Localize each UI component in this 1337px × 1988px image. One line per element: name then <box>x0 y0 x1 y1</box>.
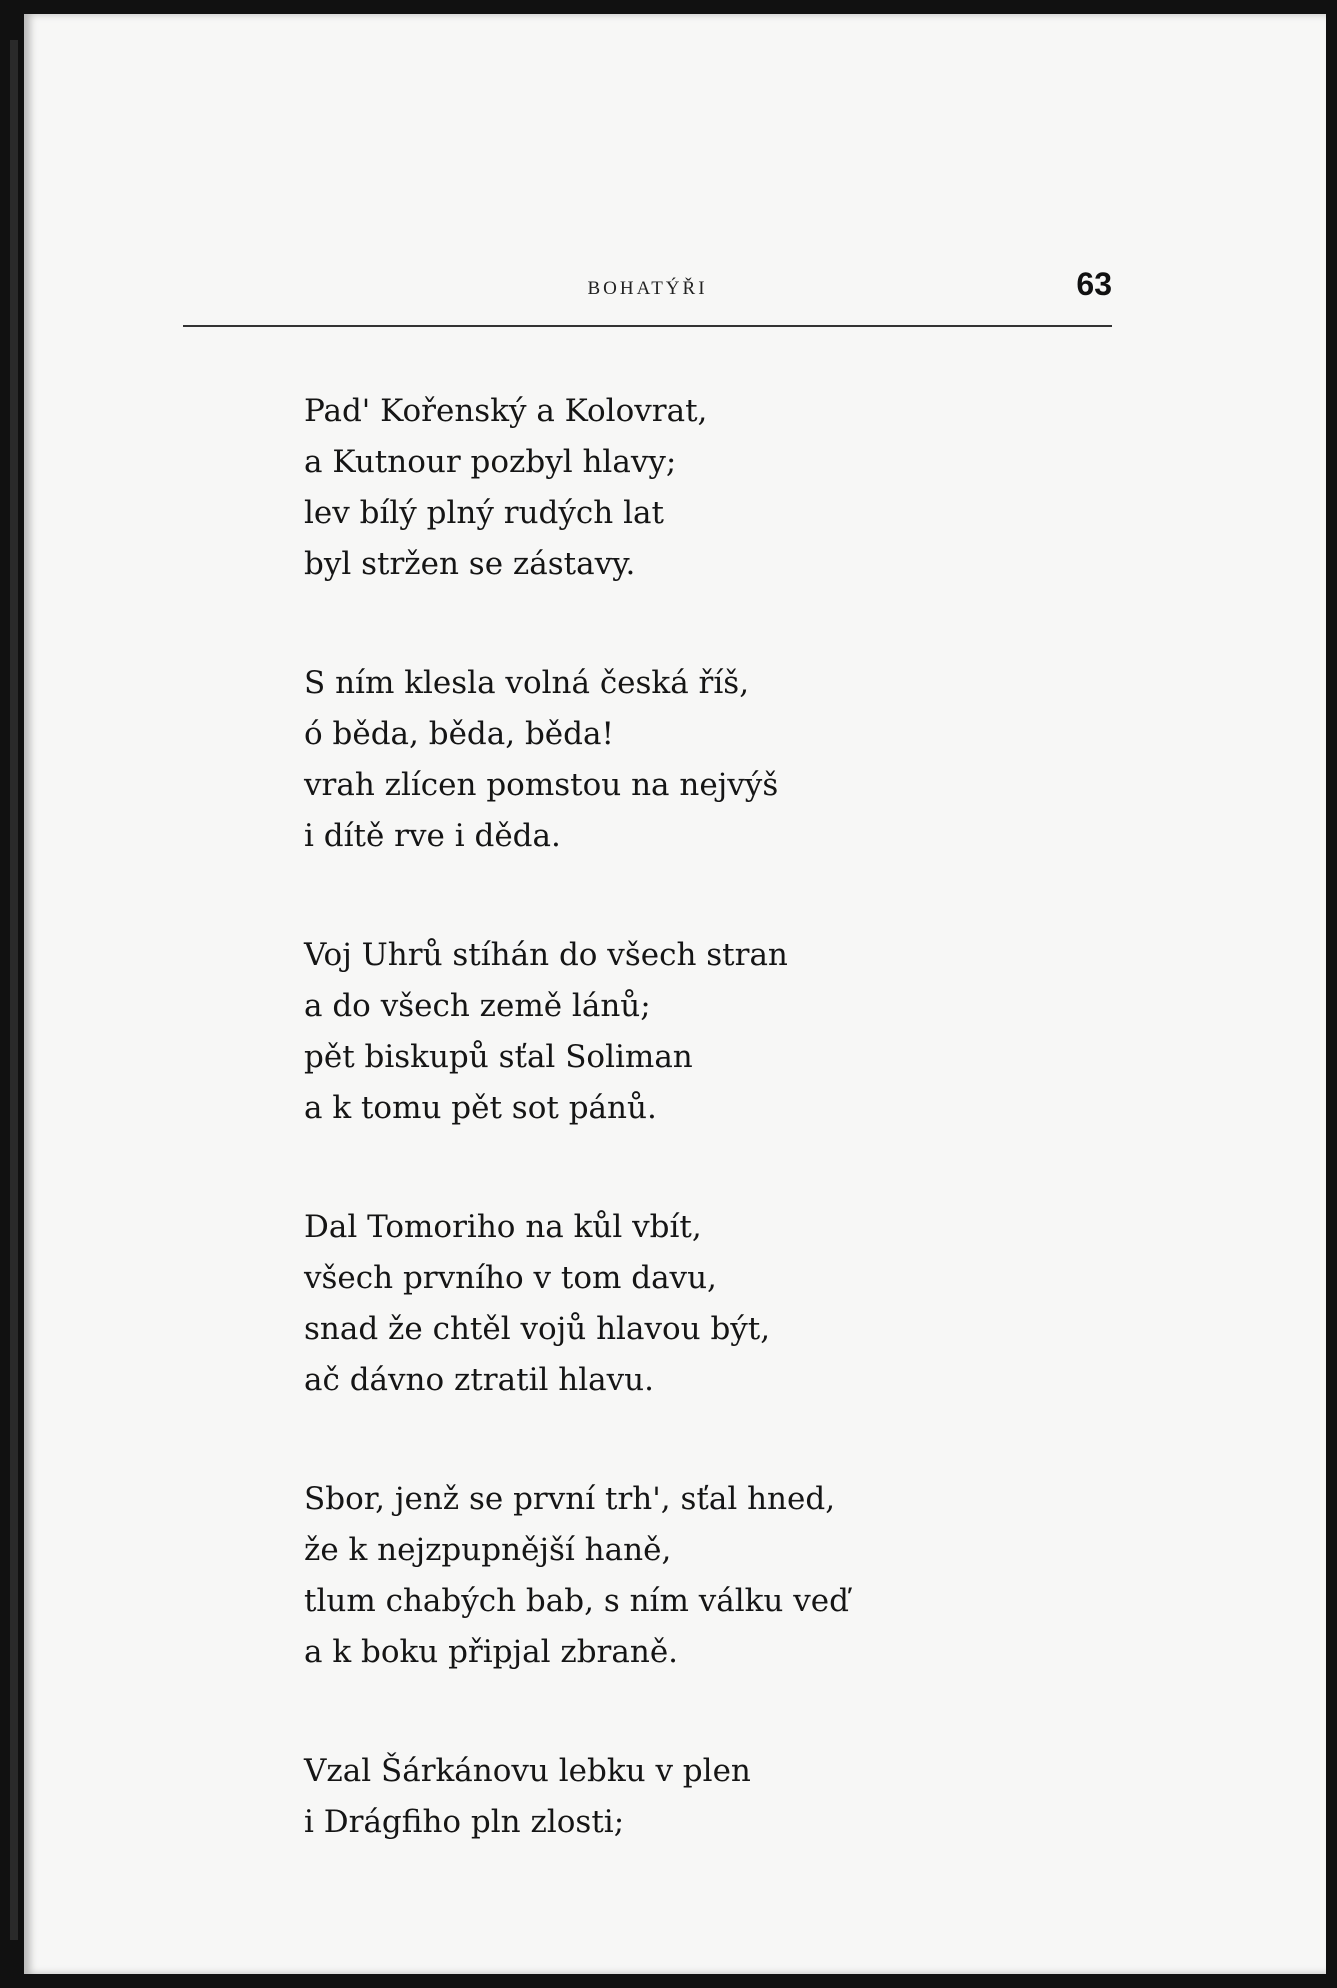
running-title: BOHATÝŘI <box>587 278 708 299</box>
header-rule <box>183 325 1112 327</box>
page-number: 63 <box>1076 266 1112 302</box>
poem-line: ó běda, běda, běda! <box>304 716 614 752</box>
stanza-6 <box>304 1746 1064 1848</box>
stanza-5 <box>304 1474 1064 1678</box>
poem-line: že k nejzpupnější haně, <box>304 1532 672 1568</box>
poem-line: i Drágfiho pln zlosti; <box>304 1804 625 1840</box>
poem-line: Vzal Šárkánovu lebku v plen <box>304 1753 751 1789</box>
binding-edge <box>10 40 18 1940</box>
poem-line: a k boku připjal zbraně. <box>304 1634 679 1670</box>
stanza-3 <box>304 930 1064 1134</box>
poem-line: snad že chtěl vojů hlavou být, <box>304 1311 771 1347</box>
poem-line: a Kutnour pozbyl hlavy; <box>304 444 677 480</box>
poem-line: Dal Tomoriho na kůl vbít, <box>304 1209 702 1245</box>
poem-line: byl stržen se zástavy. <box>304 546 636 582</box>
poem-line: Pad' Kořenský a Kolovrat, <box>304 393 708 429</box>
poem-line: ač dávno ztratil hlavu. <box>304 1362 654 1398</box>
poem-line: Sbor, jenž se první trh', sťal hned, <box>304 1481 836 1517</box>
poem-line: Voj Uhrů stíhán do všech stran <box>304 937 788 973</box>
poem-line: tlum chabých bab, s ním válku veď <box>304 1583 849 1619</box>
poem-line: lev bílý plný rudých lat <box>304 495 664 531</box>
poem-line: a k tomu pět sot pánů. <box>304 1090 657 1126</box>
running-head <box>183 266 1112 316</box>
poem-line: vrah zlícen pomstou na nejvýš <box>304 767 779 803</box>
poem-line: S ním klesla volná česká říš, <box>304 665 750 701</box>
poem-line: a do všech země lánů; <box>304 988 651 1024</box>
stanza-2 <box>304 658 1064 862</box>
poem-line: pět biskupů sťal Soliman <box>304 1039 693 1075</box>
poem-line: všech prvního v tom davu, <box>304 1260 717 1296</box>
poem-line: i dítě rve i děda. <box>304 818 561 854</box>
poem-body <box>304 386 1064 1916</box>
stanza-1 <box>304 386 1064 590</box>
stanza-4 <box>304 1202 1064 1406</box>
